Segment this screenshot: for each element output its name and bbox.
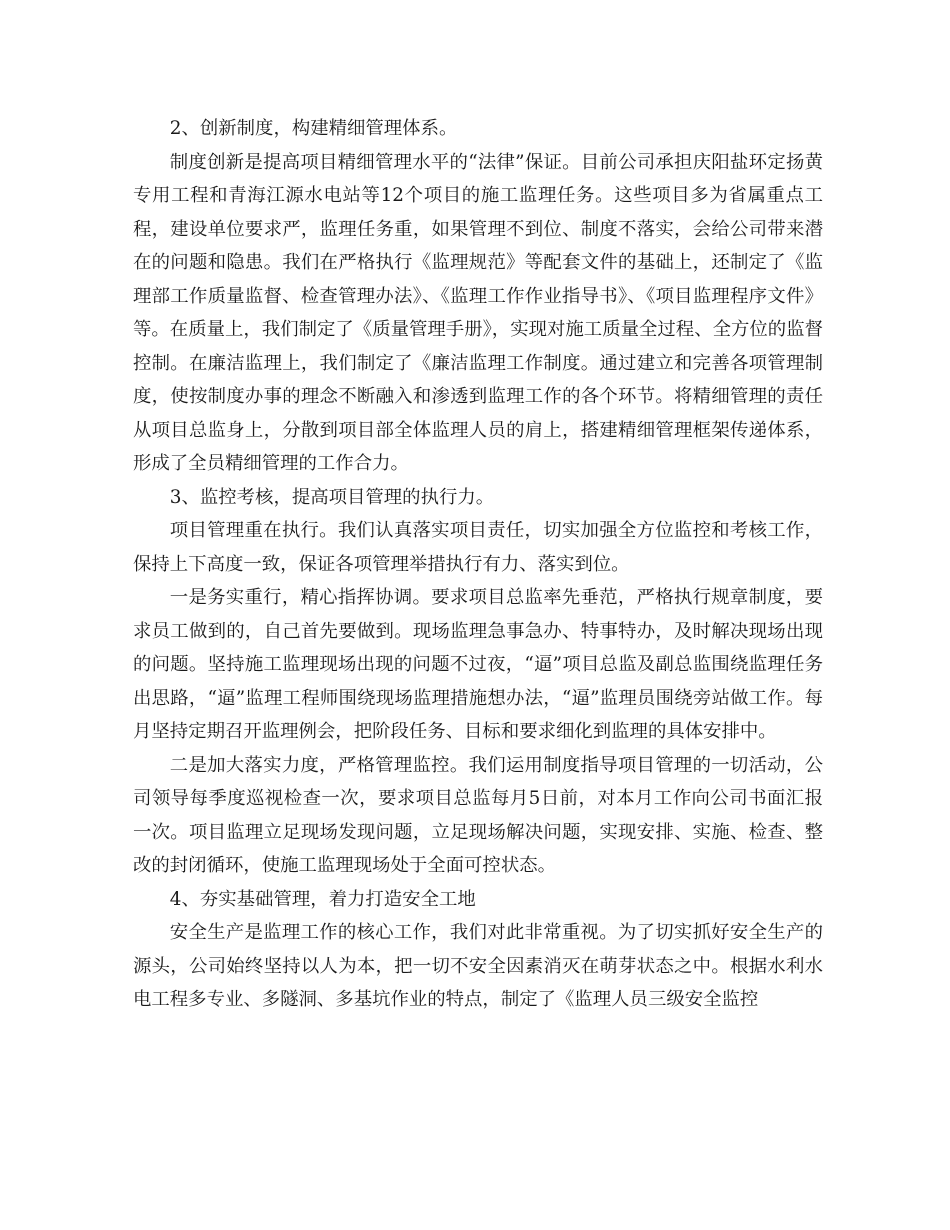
heading-safety-site: 4、夯实基础管理，着力打造安全工地 xyxy=(169,888,476,910)
paragraph-strict-monitoring: 二是加大落实力度，严格管理监控。我们运用制度指导项目管理的一切活动，公司领导每季度巡视检查一次，要求项目总监每月5日前，对本月工作向公司书面汇报一次。项目监理立足现场发现问题，立足现场解决问题，实现安排、实施、检查、整改的封闭循环，使施工监理现场处于全面可控状态。 xyxy=(133,754,823,876)
document-body xyxy=(133,112,823,1017)
heading-innovation-system: 2、创新制度，构建精细管理体系。 xyxy=(169,118,458,139)
paragraph-execution: 项目管理重在执行。我们认真落实项目责任，切实加强全方位监控和考核工作，保持上下高度一致，保证各项管理举措执行有力、落实到位。 xyxy=(133,520,823,575)
paragraph-system-innovation: 制度创新是提高项目精细管理水平的“法律”保证。目前公司承担庆阳盐环定扬黄专用工程和青海江源水电站等12个项目的施工监理任务。这些项目多为省属重点工程，建设单位要求严，监理任务重，如果管理不到位、制度不落实，会给公司带来潜在的问题和隐患。我们在严格执行《监理规范》等配套文件的基础上，还制定了《监理部工作质量监督、检查管理办法》、《监理工作作业指导书》、《项目监理程序文件》等。在质量上，我们制定了《质量管理手册》，实现对施工质量全过程、全方位的监督控制。在廉洁监理上，我们制定了《廉洁监理工作制度。通过建立和完善各项管理制度，使按制度办事的理念不断融入和渗透到监理工作的各个环节。将精细管理的责任从项目总监身上，分散到项目部全体监理人员的肩上，搭建精细管理框架传递体系，形成了全员精细管理的工作合力。 xyxy=(133,151,823,474)
paragraph-practical-coordination: 一是务实重行，精心指挥协调。要求项目总监率先垂范，严格执行规章制度，要求员工做到的，自己首先要做到。现场监理急事急办、特事特办，及时解决现场出现的问题。坚持施工监理现场出现的问题不过夜，“逼”项目总监及副总监围绕监理任务出思路，“逼”监理工程师围绕现场监理措施想办法，“逼”监理员围绕旁站做工作。每月坚持定期召开监理例会，把阶段任务、目标和要求细化到监理的具体安排中。 xyxy=(133,587,823,742)
heading-monitoring-assessment: 3、监控考核，提高项目管理的执行力。 xyxy=(169,486,495,508)
paragraph-safety-production: 安全生产是监理工作的核心工作，我们对此非常重视。为了切实抓好安全生产的源头，公司始终坚持以人为本，把一切不安全因素消灭在萌芽状态之中。根据水利水电工程多专业、多隧洞、多基坑作业的特点，制定了《监理人员三级安全监控 xyxy=(133,922,823,1010)
